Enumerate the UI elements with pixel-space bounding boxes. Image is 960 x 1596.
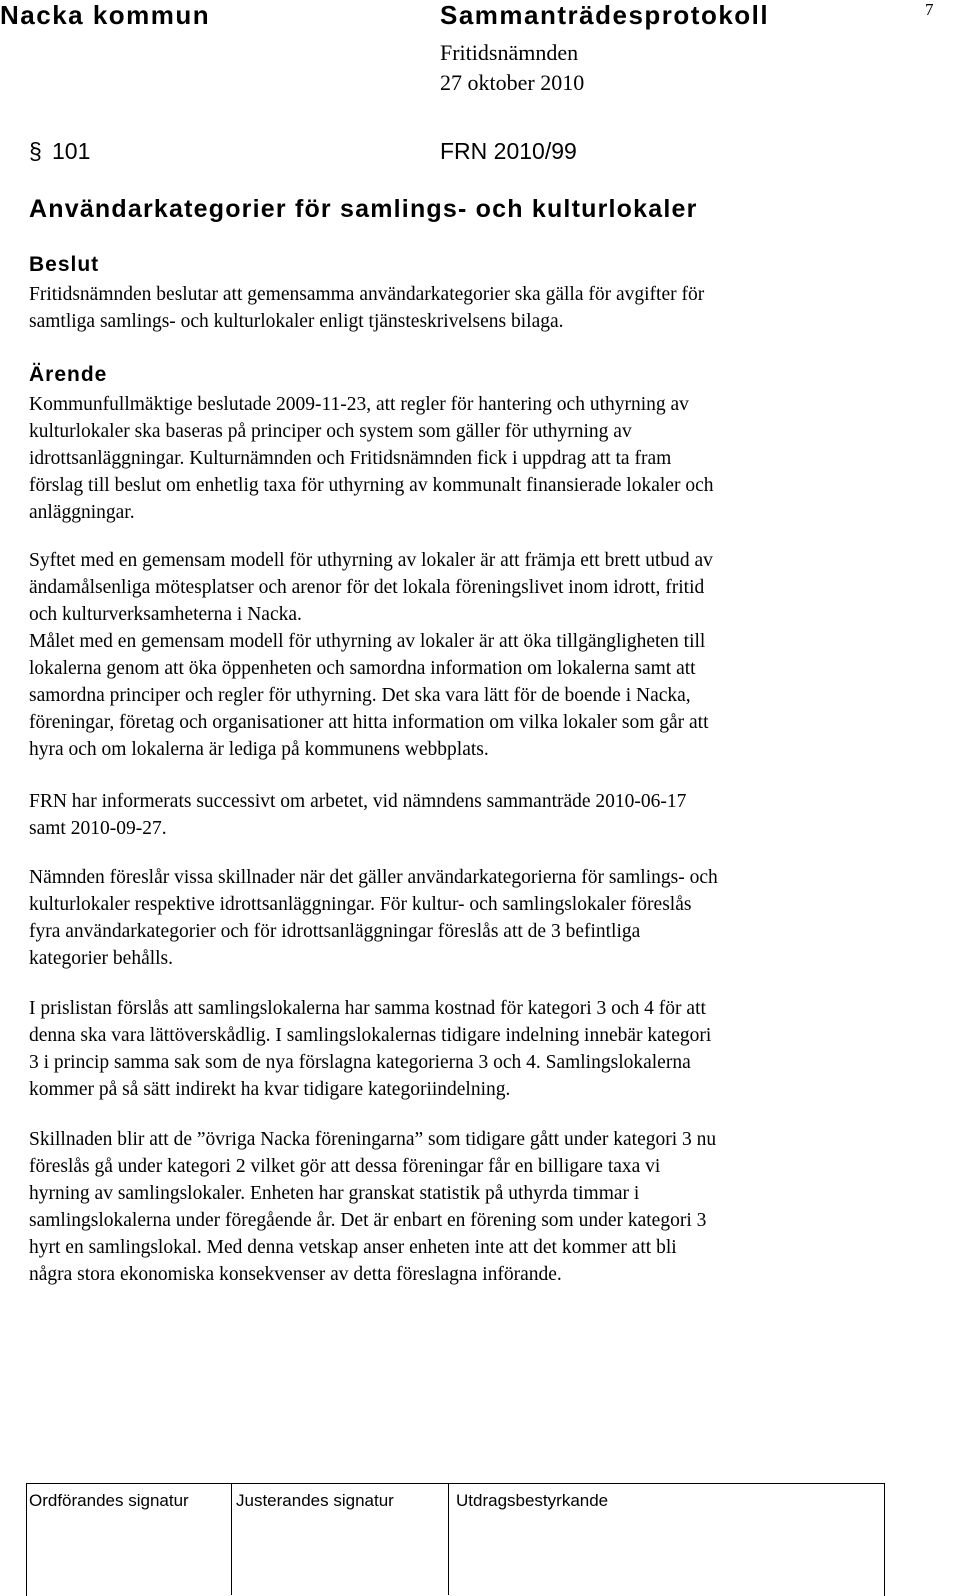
text-line: några stora ekonomiska konsekvenser av detta föreslagna införande. <box>29 1264 562 1285</box>
text-line: hyra och om lokalerna är lediga på kommunens webbplats. <box>29 739 489 760</box>
text-line: förslag till beslut om enhetlig taxa för uthyrning av kommunalt finansierade lokaler och <box>29 475 714 496</box>
text-line: idrottsanläggningar. Kulturnämnden och Fritidsnämnden fick i uppdrag att ta fram <box>29 448 672 469</box>
text-line: hyrning av samlingslokaler. Enheten har granskat statistik på uthyrda timmar i <box>29 1183 640 1204</box>
text-line: hyrt en samlingslokal. Med denna vetskap anser enheten inte att det kommer att bli <box>29 1237 677 1258</box>
arende-heading: Ärende <box>29 363 108 386</box>
arende-paragraph-2 <box>29 547 934 763</box>
arende-paragraph-4 <box>29 864 934 972</box>
text-line: kategorier behålls. <box>29 948 174 969</box>
meeting-date: 27 oktober 2010 <box>440 70 585 95</box>
organization-name: Nacka kommun <box>0 0 211 30</box>
text-line: kulturlokaler respektive idrottsanläggningar. För kultur- och samlingslokaler föreslås <box>29 894 692 915</box>
text-line: lokalerna genom att öka öppenheten och samordna information om lokalerna samt att <box>29 658 696 679</box>
arende-paragraph-3 <box>29 788 934 842</box>
text-line: samlingslokalerna under föregående år. Det är enbart en förening som under kategori 3 <box>29 1210 707 1231</box>
adjuster-signature-label: Justerandes signatur <box>236 1491 394 1510</box>
text-line: anläggningar. <box>29 502 135 523</box>
text-line: fyra användarkategorier och för idrottsanläggningar föreslås att de 3 befintliga <box>29 921 641 942</box>
text-line: Fritidsnämnden beslutar att gemensamma användarkategorier ska gälla för avgifter för <box>29 284 705 305</box>
text-line: 3 i princip samma sak som de nya förslagna kategorierna 3 och 4. Samlingslokalerna <box>29 1052 691 1073</box>
text-line: Skillnaden blir att de ”övriga Nacka föreningarna” som tidigare gått under kategori 3 nu <box>29 1129 717 1150</box>
arende-paragraph-6 <box>29 1126 934 1288</box>
text-line: föreningar, företag och organisationer att hitta information om vilka lokaler som går att <box>29 712 709 733</box>
paragraph-number: 101 <box>52 138 91 164</box>
certification-label: Utdragsbestyrkande <box>456 1491 609 1510</box>
text-line: Syftet med en gemensam modell för uthyrning av lokaler är att främja ett brett utbud av <box>29 550 713 571</box>
signature-divider <box>231 1483 232 1595</box>
text-line: Målet med en gemensam modell för uthyrning av lokaler är att öka tillgängligheten till <box>29 631 706 652</box>
text-line: samt 2010-09-27. <box>29 818 167 839</box>
text-line: samordna principer och regler för uthyrning. Det ska vara lätt för de boende i Nacka, <box>29 685 691 706</box>
text-line: samtliga samlings- och kulturlokaler enligt tjänsteskrivelsens bilaga. <box>29 311 564 332</box>
beslut-text <box>29 281 934 335</box>
text-line: I prislistan förslås att samlingslokalerna har samma kostnad för kategori 3 och 4 för att <box>29 998 706 1019</box>
signature-divider <box>448 1483 449 1595</box>
text-line: Nämnden föreslår vissa skillnader när det gäller användarkategorierna för samlings- och <box>29 867 718 888</box>
text-line: FRN har informerats successivt om arbetet, vid nämndens sammanträde 2010-06-17 <box>29 791 687 812</box>
section-symbol: § <box>29 138 42 164</box>
beslut-heading: Beslut <box>29 253 100 276</box>
text-line: kommer på så sätt indirekt ha kvar tidigare kategoriindelning. <box>29 1079 511 1100</box>
chair-signature-label: Ordförandes signatur <box>29 1491 189 1510</box>
text-line: kulturlokaler ska baseras på principer och system som gäller för uthyrning av <box>29 421 632 442</box>
text-line: föreslås gå under kategori 2 vilket gör att dessa föreningar får en billigare taxa vi <box>29 1156 661 1177</box>
page-title: Användarkategorier för samlings- och kulturlokaler <box>29 195 698 223</box>
arende-paragraph-5 <box>29 995 934 1103</box>
text-line: denna ska vara lättöverskådlig. I samlingslokalernas tidigare indelning innebär kategori <box>29 1025 712 1046</box>
text-line: och kulturverksamheterna i Nacka. <box>29 604 302 625</box>
text-line: Kommunfullmäktige beslutade 2009-11-23, att regler för hantering och uthyrning av <box>29 394 689 415</box>
page-number: 7 <box>925 0 934 19</box>
arende-paragraph-1 <box>29 391 934 526</box>
document-type: Sammanträdesprotokoll <box>440 0 770 30</box>
text-line: ändamålsenliga mötesplatser och arenor för det lokala föreningslivet inom idrott, fritid <box>29 577 705 598</box>
case-number: FRN 2010/99 <box>440 138 577 164</box>
committee-name: Fritidsnämnden <box>440 40 579 65</box>
